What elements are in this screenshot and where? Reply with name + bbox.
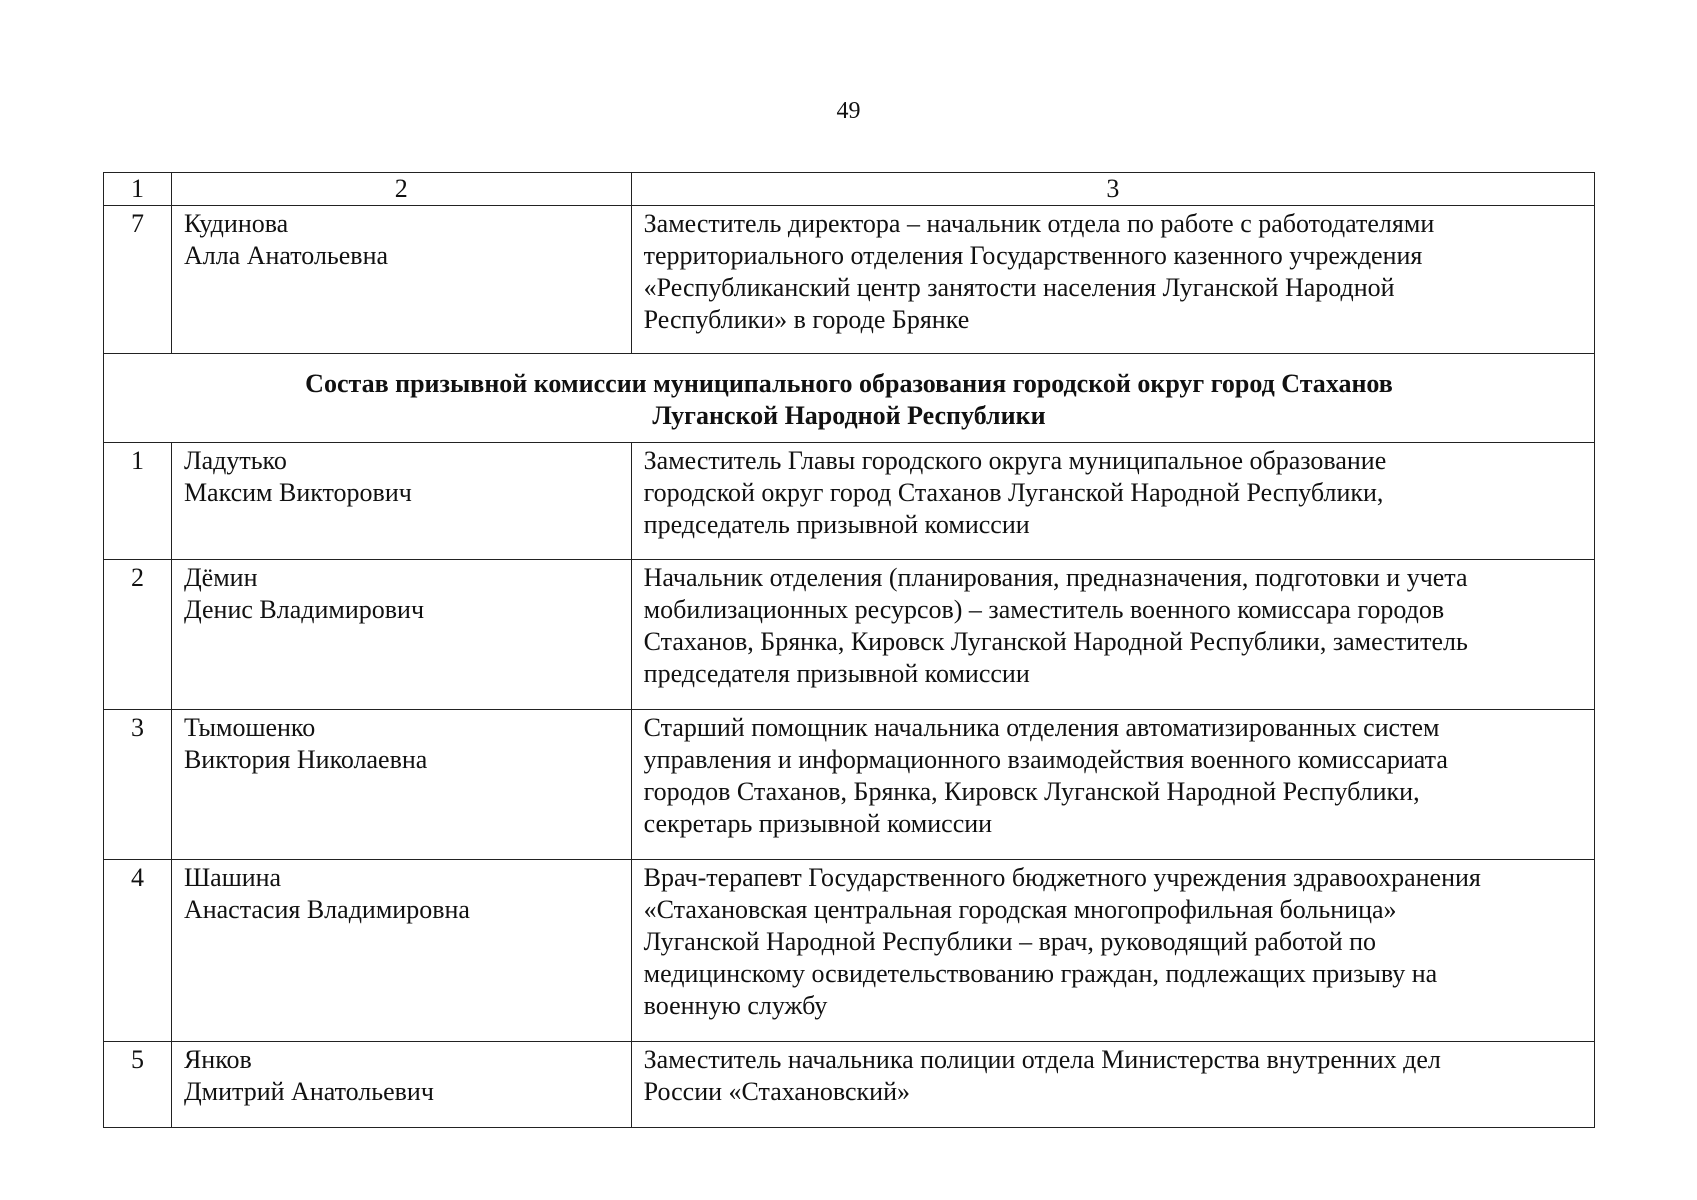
member-surname: Янков — [183, 1045, 252, 1074]
position-line: Луганской Народной Республики – врач, руководящий работой по — [643, 927, 1377, 956]
table-row — [104, 443, 1595, 560]
position-line: мобилизационных ресурсов) – заместитель военного комиссара городов — [643, 595, 1445, 624]
header-col-1: 1 — [104, 173, 172, 206]
position-line: Стаханов, Брянка, Кировск Луганской Народной Республики, заместитель — [643, 627, 1468, 656]
table-row — [104, 206, 1595, 354]
position-line: председателя призывной комиссии — [643, 659, 1030, 688]
position-line: секретарь призывной комиссии — [643, 809, 993, 838]
table-header-row — [104, 173, 1595, 206]
position-line: России «Стахановский» — [643, 1077, 910, 1106]
member-surname: Шашина — [183, 863, 282, 892]
member-given-names: Алла Анатольевна — [183, 241, 389, 270]
member-name — [171, 710, 631, 860]
position-line: Начальник отделения (планирования, предназначения, подготовки и учета — [643, 563, 1468, 592]
table-row — [104, 710, 1595, 860]
position-line: Заместитель начальника полиции отдела Министерства внутренних дел — [643, 1045, 1441, 1074]
member-position — [631, 443, 1594, 560]
row-number: 7 — [104, 206, 172, 354]
position-line: Старший помощник начальника отделения автоматизированных систем — [643, 713, 1440, 742]
position-line: Заместитель Главы городского округа муниципальное образование — [643, 446, 1387, 475]
member-surname: Дёмин — [183, 563, 258, 592]
section-title — [104, 354, 1595, 443]
member-name — [171, 1042, 631, 1128]
commission-table — [103, 172, 1595, 1128]
position-line: территориального отделения Государственного казенного учреждения — [643, 241, 1423, 270]
member-name — [171, 560, 631, 710]
member-position — [631, 1042, 1594, 1128]
row-number: 3 — [104, 710, 172, 860]
row-number: 5 — [104, 1042, 172, 1128]
member-surname: Кудинова — [183, 209, 289, 238]
row-number: 4 — [104, 860, 172, 1042]
member-surname: Тымошенко — [183, 713, 316, 742]
member-position — [631, 206, 1594, 354]
header-col-2: 2 — [171, 173, 631, 206]
position-line: «Стахановская центральная городская многопрофильная больница» — [643, 895, 1397, 924]
member-position — [631, 860, 1594, 1042]
position-line: военную службу — [643, 991, 828, 1020]
table-row — [104, 1042, 1595, 1128]
member-position — [631, 710, 1594, 860]
member-position — [631, 560, 1594, 710]
section-title-row — [104, 354, 1595, 443]
member-given-names: Анастасия Владимировна — [183, 895, 470, 924]
member-surname: Ладутько — [183, 446, 287, 475]
position-line: «Республиканский центр занятости населения Луганской Народной — [643, 273, 1395, 302]
position-line: Республики» в городе Брянке — [643, 305, 970, 334]
member-name — [171, 206, 631, 354]
member-given-names: Виктория Николаевна — [183, 745, 428, 774]
member-given-names: Денис Владимирович — [183, 595, 425, 624]
member-name — [171, 443, 631, 560]
row-number: 1 — [104, 443, 172, 560]
position-line: городской округ город Стаханов Луганской Народной Республики, — [643, 478, 1384, 507]
page-number: 49 — [836, 98, 861, 124]
member-given-names: Максим Викторович — [183, 478, 412, 507]
section-title-line-2: Луганской Народной Республики — [652, 401, 1046, 430]
table-row — [104, 560, 1595, 710]
table-row — [104, 860, 1595, 1042]
position-line: медицинскому освидетельствованию граждан, подлежащих призыву на — [643, 959, 1438, 988]
position-line: Врач-терапевт Государственного бюджетного учреждения здравоохранения — [643, 863, 1481, 892]
position-line: Заместитель директора – начальник отдела по работе с работодателями — [643, 209, 1435, 238]
position-line: председатель призывной комиссии — [643, 510, 1030, 539]
position-line: городов Стаханов, Брянка, Кировск Луганской Народной Республики, — [643, 777, 1420, 806]
section-title-line-1: Состав призывной комиссии муниципального образования городской округ город Стаханов — [305, 369, 1393, 398]
position-line: управления и информационного взаимодействия военного комиссариата — [643, 745, 1448, 774]
member-given-names: Дмитрий Анатольевич — [183, 1077, 434, 1106]
member-name — [171, 860, 631, 1042]
header-col-3: 3 — [631, 173, 1594, 206]
row-number: 2 — [104, 560, 172, 710]
